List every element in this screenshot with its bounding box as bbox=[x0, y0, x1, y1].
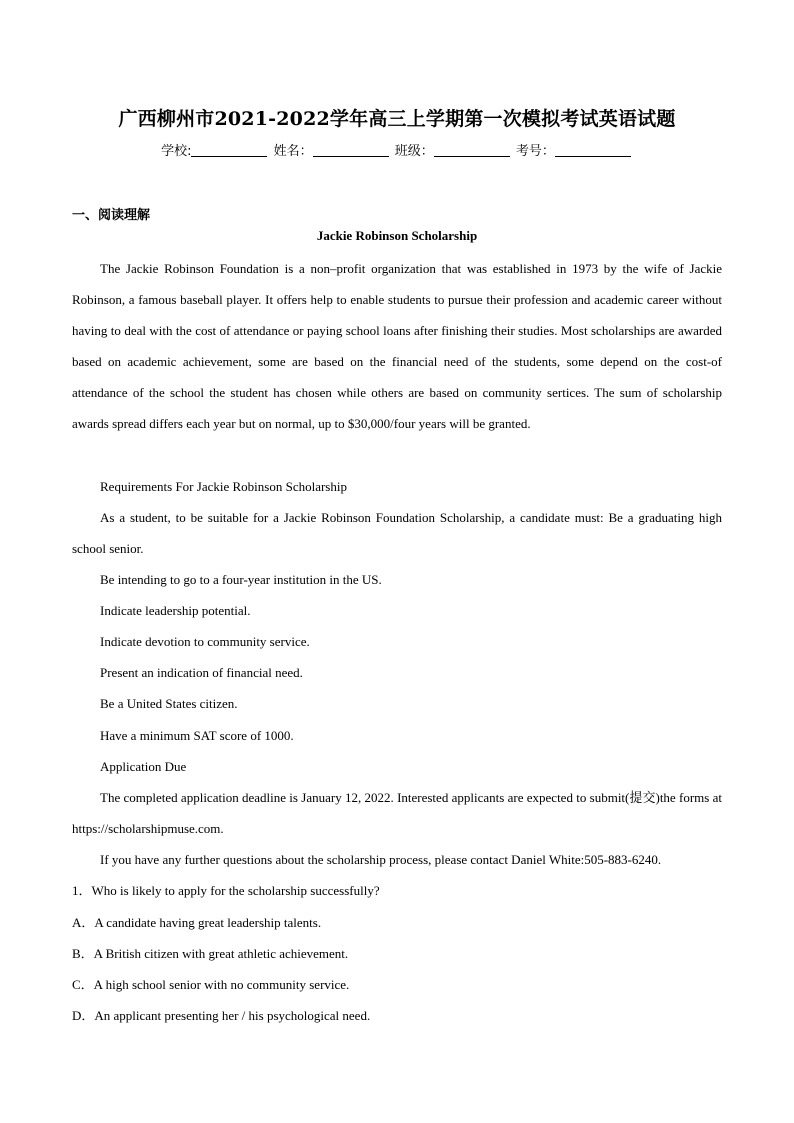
answer-option: D．An applicant presenting her / his psychological need. bbox=[72, 1008, 371, 1023]
requirement-item: Be a United States citizen. bbox=[100, 696, 238, 711]
passage-paragraph-2: As a student, to be suitable for a Jackie Robinson Foundation Scholarship, a candidate must: Be a graduating high school senior. bbox=[72, 510, 722, 556]
passage-paragraph-1: The Jackie Robinson Foundation is a non–profit organization that was established in 1973 by the wife of Jackie Robinson, a famous baseball player. It offers help to enable students to pursue their profession and academic career without having to deal with the cost of attendance or paying school loans after finishing their studies. Most scholarships are awarded based on academic achievement, some are based on the financial need of the students, some depend on the cost-of attendance of the school the student has chosen while others are based on community sertices. The sum of scholarship awards spread differs each year but on normal, up to $30,000/four years will be granted. bbox=[72, 261, 722, 431]
exam-no-label: 考号： bbox=[515, 144, 555, 159]
requirement-item: Have a minimum SAT score of 1000. bbox=[100, 728, 294, 743]
application-due-heading: Application Due bbox=[100, 759, 187, 774]
class-label: 班级： bbox=[394, 144, 434, 159]
requirement-item: Indicate leadership potential. bbox=[100, 603, 251, 618]
section-heading: 一、阅读理解 bbox=[72, 208, 151, 223]
answer-option: C．A high school senior with no community service. bbox=[72, 977, 350, 992]
requirement-item: Present an indication of financial need. bbox=[100, 665, 303, 680]
passage-title: Jackie Robinson Scholarship bbox=[316, 228, 478, 243]
requirement-item: Indicate devotion to community service. bbox=[100, 634, 310, 649]
passage-paragraph-3: The completed application deadline is January 12, 2022. Interested applicants are expected to submit(提交)the forms at https://scholarshipmuse.com. bbox=[72, 790, 722, 836]
school-label: 学校: bbox=[161, 144, 192, 159]
requirements-heading: Requirements For Jackie Robinson Scholarship bbox=[100, 479, 347, 494]
answer-option: A．A candidate having great leadership talents. bbox=[72, 915, 322, 930]
passage-paragraph-4: If you have any further questions about the scholarship process, please contact Daniel White:505-883-6240. bbox=[100, 852, 662, 867]
answer-option: B．A British citizen with great athletic achievement. bbox=[72, 946, 349, 961]
exam-title: 广西柳州市2021-2022学年高三上学期第一次模拟考试英语试题 bbox=[118, 108, 676, 130]
school-blank bbox=[191, 144, 267, 157]
class-blank bbox=[434, 144, 510, 157]
student-info-line bbox=[0, 140, 794, 159]
requirement-item: Be intending to go to a four-year institution in the US. bbox=[100, 572, 382, 587]
name-label: 姓名： bbox=[273, 144, 313, 159]
exam-no-blank bbox=[555, 144, 631, 157]
question-stem: 1．Who is likely to apply for the scholarship successfully? bbox=[72, 883, 380, 898]
name-blank bbox=[313, 144, 389, 157]
